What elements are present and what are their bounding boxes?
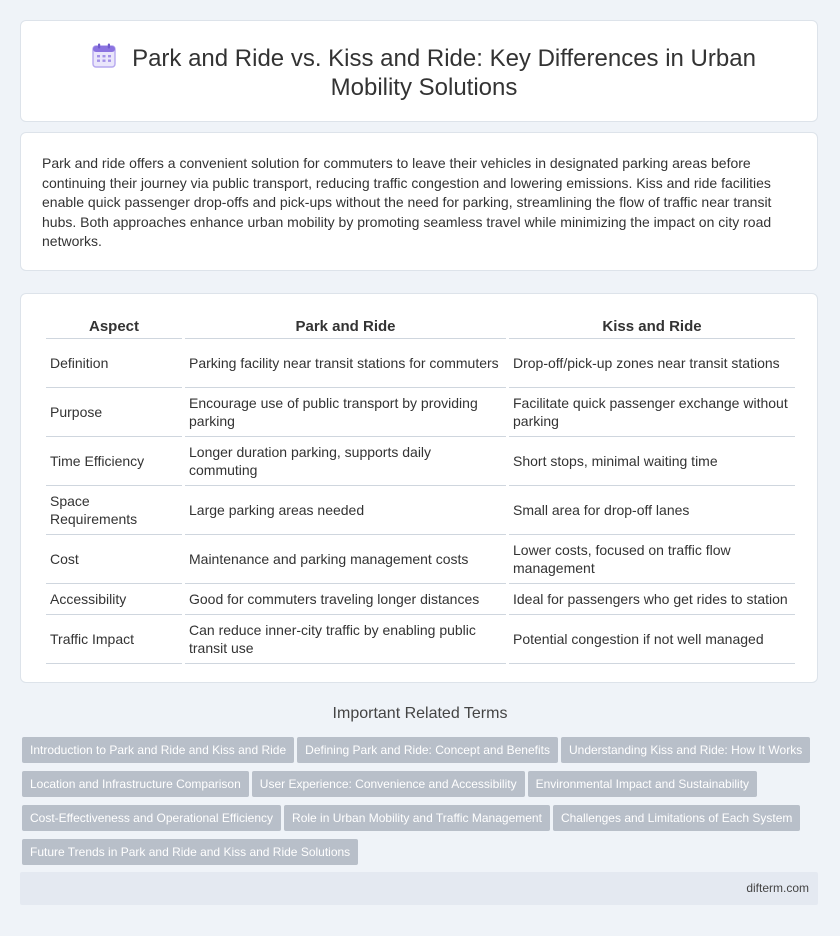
calendar-icon xyxy=(92,43,116,69)
table-row xyxy=(46,339,795,388)
table-row xyxy=(46,388,795,437)
related-term-tag[interactable]: Introduction to Park and Ride and Kiss and Ride xyxy=(22,737,294,763)
related-term-tag[interactable]: Location and Infrastructure Comparison xyxy=(22,771,249,797)
table-row xyxy=(46,486,795,535)
table-row xyxy=(46,584,795,615)
related-term-tag[interactable]: Cost-Effectiveness and Operational Efficiency xyxy=(22,805,281,831)
row-kiss-and-ride: Ideal for passengers who get rides to station xyxy=(509,584,795,615)
table-row xyxy=(46,535,795,584)
header-park-and-ride: Park and Ride xyxy=(185,314,506,339)
related-terms-list xyxy=(22,737,822,873)
related-term-tag[interactable]: User Experience: Convenience and Accessibility xyxy=(252,771,525,797)
row-park-and-ride: Can reduce inner-city traffic by enabling public transit use xyxy=(185,615,506,664)
table-row xyxy=(46,615,795,664)
row-kiss-and-ride: Drop-off/pick-up zones near transit stations xyxy=(509,339,795,388)
row-kiss-and-ride: Short stops, minimal waiting time xyxy=(509,437,795,486)
row-aspect: Traffic Impact xyxy=(46,615,182,664)
related-terms-heading: Important Related Terms xyxy=(332,705,508,722)
related-term-tag[interactable]: Understanding Kiss and Ride: How It Works xyxy=(561,737,810,763)
row-kiss-and-ride: Lower costs, focused on traffic flow management xyxy=(509,535,795,584)
row-aspect: Purpose xyxy=(46,388,182,437)
related-term-tag[interactable]: Environmental Impact and Sustainability xyxy=(528,771,757,797)
row-aspect: Space Requirements xyxy=(46,486,182,535)
header-kiss-and-ride: Kiss and Ride xyxy=(509,314,795,339)
row-park-and-ride: Large parking areas needed xyxy=(185,486,506,535)
footer-site-link[interactable]: difterm.com xyxy=(746,881,809,895)
related-term-tag[interactable]: Challenges and Limitations of Each System xyxy=(553,805,800,831)
row-aspect: Definition xyxy=(46,339,182,388)
row-kiss-and-ride: Small area for drop-off lanes xyxy=(509,486,795,535)
related-term-tag[interactable]: Role in Urban Mobility and Traffic Management xyxy=(284,805,550,831)
row-park-and-ride: Encourage use of public transport by providing parking xyxy=(185,388,506,437)
intro-paragraph: Park and ride offers a convenient solution for commuters to leave their vehicles in designated parking areas before continuing their journey via public transport, reducing traffic congestion and lowering emissions. Kiss and ride facilities enable quick passenger drop-offs and pick-ups without the need for parking, streamlining the flow of traffic near transit hubs. Both approaches enhance urban mobility by promoting seamless travel while minimizing the impact on city road networks. xyxy=(42,155,772,250)
page-title xyxy=(51,43,797,102)
comparison-table xyxy=(43,314,798,664)
header-card xyxy=(20,20,818,122)
row-kiss-and-ride: Potential congestion if not well managed xyxy=(509,615,795,664)
row-park-and-ride: Longer duration parking, supports daily commuting xyxy=(185,437,506,486)
header-aspect: Aspect xyxy=(46,314,182,339)
row-aspect: Accessibility xyxy=(46,584,182,615)
row-park-and-ride: Parking facility near transit stations for commuters xyxy=(185,339,506,388)
row-aspect: Time Efficiency xyxy=(46,437,182,486)
row-park-and-ride: Good for commuters traveling longer distances xyxy=(185,584,506,615)
intro-card xyxy=(20,132,818,271)
table-header-row xyxy=(46,314,795,339)
row-park-and-ride: Maintenance and parking management costs xyxy=(185,535,506,584)
footer xyxy=(20,872,818,905)
page-title-text: Park and Ride vs. Kiss and Ride: Key Differences in Urban Mobility Solutions xyxy=(132,45,756,101)
related-term-tag[interactable]: Future Trends in Park and Ride and Kiss and Ride Solutions xyxy=(22,839,358,865)
related-term-tag[interactable]: Defining Park and Ride: Concept and Benefits xyxy=(297,737,558,763)
table-row xyxy=(46,437,795,486)
comparison-card xyxy=(20,293,818,683)
row-kiss-and-ride: Facilitate quick passenger exchange without parking xyxy=(509,388,795,437)
row-aspect: Cost xyxy=(46,535,182,584)
